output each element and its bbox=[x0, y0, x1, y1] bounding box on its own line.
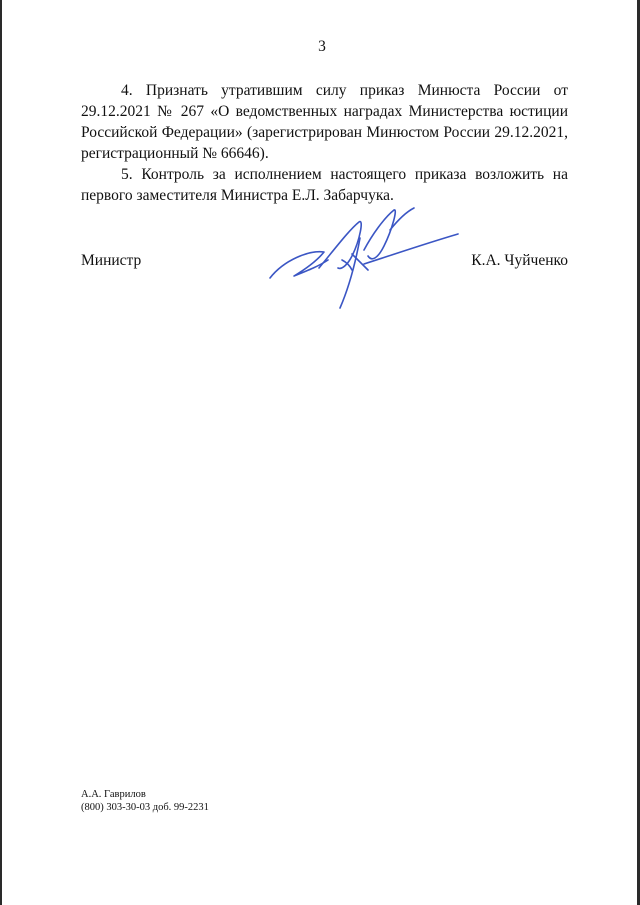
paragraph-4: 4. Признать утратившим силу приказ Минюста России от 29.12.2021 № 267 «О ведомственных наградах Министерства юстиции Российской Федерации» (зарегистрирован Минюстом России 29.12.2021, регистрационный № 66646). bbox=[81, 82, 568, 162]
paragraph-5: 5. Контроль за исполнением настоящего приказа возложить на первого заместителя Министра Е.Л. Забарчука. bbox=[81, 166, 568, 204]
page-number: 3 bbox=[318, 38, 326, 55]
document-body bbox=[81, 80, 568, 206]
signer-name: К.А. Чуйченко bbox=[471, 252, 568, 269]
signer-position: Министр bbox=[81, 252, 142, 269]
handwritten-signature bbox=[264, 190, 460, 315]
executor-name: А.А. Гаврилов bbox=[81, 789, 146, 800]
executor-info bbox=[81, 788, 209, 814]
executor-phone: (800) 303-30-03 доб. 99-2231 bbox=[81, 802, 209, 813]
